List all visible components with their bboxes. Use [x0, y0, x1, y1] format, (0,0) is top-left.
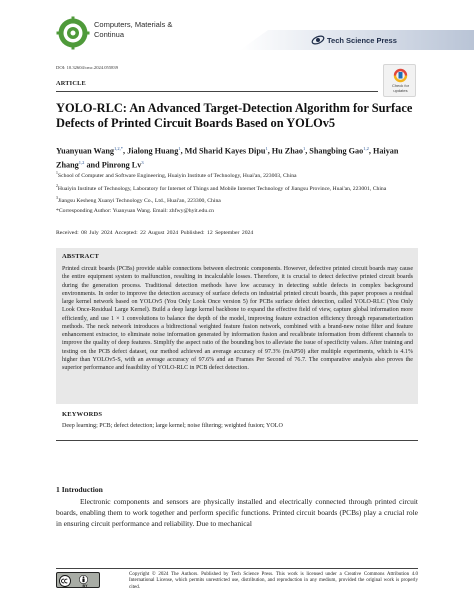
author-separator: , [267, 146, 272, 156]
affiliation-marker: 3 [56, 196, 58, 201]
section-heading-introduction: 1 Introduction [56, 485, 103, 494]
article-type: ARTICLE [56, 80, 86, 87]
author-affiliation-marker[interactable]: 3 [141, 159, 144, 165]
introduction-text: Electronic components and sensors are physically installed and electrically connected through printed circuit boards, enabling them to work together and perform specific functions. Printed circuit boards (PCBs) play a crucial role in ensuring circuit performance and reliability. Due to mechanical [56, 497, 418, 528]
corresponding-author[interactable]: *Corresponding Author: Yuanyuan Wang. Email: zhfwy@hyit.edu.cn [56, 208, 214, 215]
check-for-updates-icon [393, 68, 408, 83]
author-name: Haiyan Zhang [56, 146, 399, 170]
author-separator: , [305, 146, 310, 156]
cc-by-license-badge[interactable] [56, 572, 100, 588]
journal-name-line2: Continua [94, 30, 125, 39]
article-rule [56, 91, 378, 92]
journal-header [0, 0, 474, 56]
affiliation-item [56, 170, 418, 180]
creative-commons-icon [59, 575, 71, 587]
keywords-heading: KEYWORDS [62, 411, 103, 418]
keywords-rule [56, 440, 418, 441]
author-separator: , [180, 146, 185, 156]
author-name: Shangbing Gao [309, 146, 364, 156]
author-separator: and [84, 160, 102, 170]
affiliations [56, 170, 418, 215]
publication-dates: Received: 08 July 2024 Accepted: 22 August 2024 Published: 12 September 2024 [56, 230, 254, 236]
author-separator: , [368, 146, 373, 156]
author-affiliation-marker[interactable]: 1 [178, 146, 181, 151]
copyright-notice: Copyright © 2024 The Authors. Published by Tech Science Press. This work is licensed under a Creative Commons Attribution 4.0 International License, which permits unrestricted use, distribution, and reproduction in any medium, provided the original work is properly cited. [129, 572, 418, 590]
author-name: Jialong Huang [127, 146, 179, 156]
journal-logo-icon [56, 16, 90, 50]
author-name: Hu Zhao [271, 146, 303, 156]
author-affiliation-marker[interactable]: 1 [302, 146, 306, 151]
footer-rule [56, 568, 418, 569]
author-affiliation-marker[interactable]: 1,2 [363, 146, 369, 151]
affiliation-text: Jiangsu Kesheng Xuanyi Technology Co., Ltd., Huai'an, 223300, China [57, 198, 221, 205]
abstract-heading: ABSTRACT [62, 253, 99, 260]
affiliation-item [56, 195, 418, 205]
tech-science-press-logo-icon [311, 33, 325, 47]
keywords-text: Deep learning; PCB; defect detection; large kernel; noise filtering; weighted fusion; YOLO [62, 423, 283, 429]
affiliation-item [56, 183, 418, 193]
abstract-box [56, 248, 418, 404]
author-name: Pinrong Lv [101, 160, 142, 170]
author-separator: , [123, 146, 128, 156]
check-for-updates-label [384, 84, 417, 94]
author-list [56, 143, 416, 171]
author-affiliation-marker[interactable]: 1,2,* [114, 146, 124, 151]
affiliation-text: Huaiyin Institute of Technology, Laboratory for Internet of Things and Mobile Internet Technology of Jiangsu Province, Huai'an, 223001, China [57, 185, 387, 192]
affiliation-text: School of Computer and Software Engineering, Huaiyin Institute of Technology, Huai'an, 223003, China [57, 172, 297, 179]
article-title: YOLO-RLC: An Advanced Target-Detection Algorithm for Surface Defects of Printed Circuit Boards Based on YOLOv5 [56, 101, 413, 130]
publisher-name: Tech Science Press [327, 36, 397, 45]
check-for-updates-line1: Check for [391, 83, 410, 88]
doi[interactable]: DOI: 10.32604/cmc.2024.055839 [56, 65, 119, 70]
by-label: BY [82, 583, 88, 588]
check-for-updates-button[interactable] [383, 64, 416, 97]
author-name: Yuanyuan Wang [56, 146, 115, 156]
author-name: Md Sharid Kayes Dipu [184, 146, 266, 156]
affiliation-marker: 1 [56, 171, 58, 175]
journal-name-line1: Computers, Materials & [94, 20, 173, 29]
affiliation-marker: 2 [56, 183, 58, 188]
author-affiliation-marker[interactable]: 1,2 [78, 159, 85, 165]
journal-name [94, 20, 172, 40]
check-for-updates-line2: updates [393, 87, 408, 93]
abstract-text: Printed circuit boards (PCBs) provide stable connections between electronic components. However, defective printed circuit boards may cause the entire equipment system to malfunction, resulting in incalculable losses. Therefore, it is crucial to detect defective printed circuit boards during the generation process. Traditional detection methods have low accuracy in detecting subtle defects in complex background environments. In order to improve the detection accuracy of surface defects on industrial printed circuit boards, this paper proposes a residual large kernel network based on YOLOv5 (You Only Look Once version 5) for PCBs surface defect detection, called YOLO-RLC (You Only Look Once-Residual Large Kernel). Build a deep large kernel backbone to expand the effective field of view, capture global information more efficiently, and use 1 × 1 convolutions to balance the depth of the model, improving feature extraction efficiency through reparameterization methods. The neck network introduces a bidirectional weighted feature fusion network, combined with a brand-new noise filter and feature enhancement extractor, to eliminate noise information generated by information fusion and recalibrate information from different channels to improve the quality of deep features. Simplify the aspect ratio of the bounding box to alleviate the issue of specificity values. After training and testing on the PCB defect dataset, our method achieved an average accuracy of 97.3% (mAP50) after multiple experiments, which is 4.1% higher than YOLOv5-S, with an average accuracy of 97.6% and an Frames Per Second of 76.7. The comparative analysis also proves the superior performance and feasibility of YOLO-RLC in PCB defect detection. [62, 266, 413, 371]
author-affiliation-marker[interactable]: 1 [265, 146, 268, 151]
